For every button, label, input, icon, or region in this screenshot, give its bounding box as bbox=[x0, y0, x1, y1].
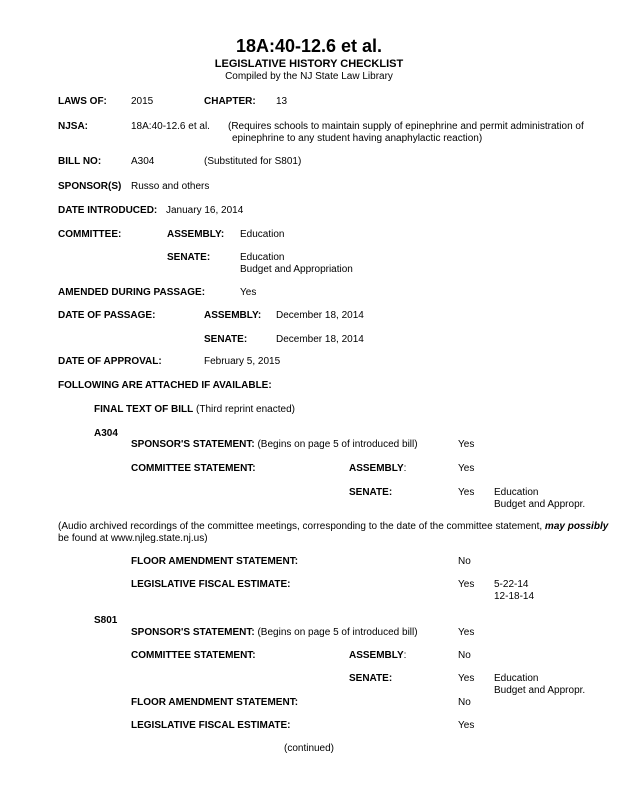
s801-assembly-row bbox=[349, 650, 406, 662]
committee-senate-value1: Education bbox=[240, 252, 285, 263]
continued-note: (continued) bbox=[283, 743, 335, 754]
passage-senate-value: December 18, 2014 bbox=[276, 334, 364, 345]
final-text-label: FINAL TEXT OF BILL bbox=[94, 404, 194, 415]
a304-senate-value: Yes bbox=[458, 487, 475, 498]
date-introduced-value: January 16, 2014 bbox=[166, 205, 244, 216]
s801-assembly-label: ASSEMBLY bbox=[349, 650, 404, 661]
a304-senate-committee1: Education bbox=[494, 487, 539, 498]
s801-floor-label: FLOOR AMENDMENT STATEMENT: bbox=[131, 697, 299, 708]
a304-floor-label: FLOOR AMENDMENT STATEMENT: bbox=[131, 556, 299, 567]
s801-fiscal-label: LEGISLATIVE FISCAL ESTIMATE: bbox=[131, 720, 291, 731]
njsa-description-line2: epinephrine to any student having anaphylactic reaction) bbox=[232, 133, 483, 144]
s801-committee-label: COMMITTEE STATEMENT: bbox=[131, 650, 256, 661]
a304-fiscal-date2: 12-18-14 bbox=[494, 591, 535, 602]
audio-note-line2: be found at www.njleg.state.nj.us) bbox=[58, 533, 208, 544]
a304-senate-committee2: Budget and Appropr. bbox=[494, 499, 586, 510]
bill-no-label: BILL NO: bbox=[58, 156, 102, 167]
laws-of-label: LAWS OF: bbox=[58, 96, 107, 107]
committee-assembly-value: Education bbox=[240, 229, 285, 240]
compiled-by: Compiled by the NJ State Law Library bbox=[225, 71, 393, 82]
committee-senate-value2: Budget and Appropriation bbox=[240, 264, 353, 275]
amended-value: Yes bbox=[240, 287, 257, 298]
njsa-value: 18A:40-12.6 et al. bbox=[131, 121, 210, 132]
final-text-note: (Third reprint enacted) bbox=[196, 404, 295, 415]
s801-assembly-colon: : bbox=[403, 650, 407, 661]
s801-floor-value: No bbox=[458, 697, 471, 708]
date-of-passage-label: DATE OF PASSAGE: bbox=[58, 310, 156, 321]
committee-label: COMMITTEE: bbox=[58, 229, 122, 240]
a304-heading: A304 bbox=[94, 428, 118, 439]
a304-assembly-colon: : bbox=[403, 463, 407, 474]
sponsors-label: SPONSOR(S) bbox=[58, 181, 122, 192]
a304-committee-label: COMMITTEE STATEMENT: bbox=[131, 463, 256, 474]
a304-fiscal-label: LEGISLATIVE FISCAL ESTIMATE: bbox=[131, 579, 291, 590]
a304-assembly-row bbox=[349, 463, 406, 475]
bill-no-note: (Substituted for S801) bbox=[204, 156, 302, 167]
s801-senate-label: SENATE: bbox=[349, 673, 393, 684]
a304-sponsor-value: Yes bbox=[458, 439, 475, 450]
a304-assembly-label: ASSEMBLY bbox=[349, 463, 404, 474]
bill-no-value: A304 bbox=[131, 156, 155, 167]
passage-assembly-label: ASSEMBLY: bbox=[204, 310, 262, 321]
document-title: 18A:40-12.6 et al. bbox=[235, 36, 383, 56]
s801-sponsor-value: Yes bbox=[458, 627, 475, 638]
date-of-approval-value: February 5, 2015 bbox=[204, 356, 281, 367]
committee-assembly-label: ASSEMBLY: bbox=[167, 229, 225, 240]
chapter-label: CHAPTER: bbox=[204, 96, 256, 107]
date-introduced-label: DATE INTRODUCED: bbox=[58, 205, 158, 216]
a304-sponsor-label: SPONSOR'S STATEMENT: bbox=[131, 439, 255, 450]
attached-heading: FOLLOWING ARE ATTACHED IF AVAILABLE: bbox=[58, 380, 272, 391]
date-of-approval-label: DATE OF APPROVAL: bbox=[58, 356, 162, 367]
s801-senate-value: Yes bbox=[458, 673, 475, 684]
s801-sponsor-label: SPONSOR'S STATEMENT: bbox=[131, 627, 255, 638]
njsa-description-line1: (Requires schools to maintain supply of epinephrine and permit administration of bbox=[228, 121, 584, 132]
a304-fiscal-value: Yes bbox=[458, 579, 475, 590]
s801-senate-committee1: Education bbox=[494, 673, 539, 684]
a304-sponsor-note: (Begins on page 5 of introduced bill) bbox=[257, 439, 418, 450]
s801-assembly-value: No bbox=[458, 650, 471, 661]
s801-senate-committee2: Budget and Appropr. bbox=[494, 685, 586, 696]
audio-note-line1 bbox=[58, 521, 608, 533]
a304-senate-label: SENATE: bbox=[349, 487, 393, 498]
njsa-label: NJSA: bbox=[58, 121, 89, 132]
s801-sponsor-row bbox=[131, 627, 418, 639]
document-subtitle: LEGISLATIVE HISTORY CHECKLIST bbox=[214, 58, 404, 70]
a304-fiscal-date1: 5-22-14 bbox=[494, 579, 529, 590]
committee-senate-label: SENATE: bbox=[167, 252, 211, 263]
amended-label: AMENDED DURING PASSAGE: bbox=[58, 287, 206, 298]
sponsors-value: Russo and others bbox=[131, 181, 210, 192]
chapter-value: 13 bbox=[276, 96, 288, 107]
a304-assembly-value: Yes bbox=[458, 463, 475, 474]
audio-note-emphasis: may possibly bbox=[544, 521, 609, 532]
audio-note-text: (Audio archived recordings of the committee meetings, corresponding to the date of the committee statement, bbox=[58, 521, 543, 532]
a304-floor-value: No bbox=[458, 556, 471, 567]
s801-fiscal-value: Yes bbox=[458, 720, 475, 731]
a304-sponsor-row bbox=[131, 439, 418, 451]
final-text-row bbox=[94, 404, 295, 416]
s801-heading: S801 bbox=[94, 615, 118, 626]
s801-sponsor-note: (Begins on page 5 of introduced bill) bbox=[257, 627, 418, 638]
laws-of-value: 2015 bbox=[131, 96, 154, 107]
passage-senate-label: SENATE: bbox=[204, 334, 248, 345]
passage-assembly-value: December 18, 2014 bbox=[276, 310, 364, 321]
